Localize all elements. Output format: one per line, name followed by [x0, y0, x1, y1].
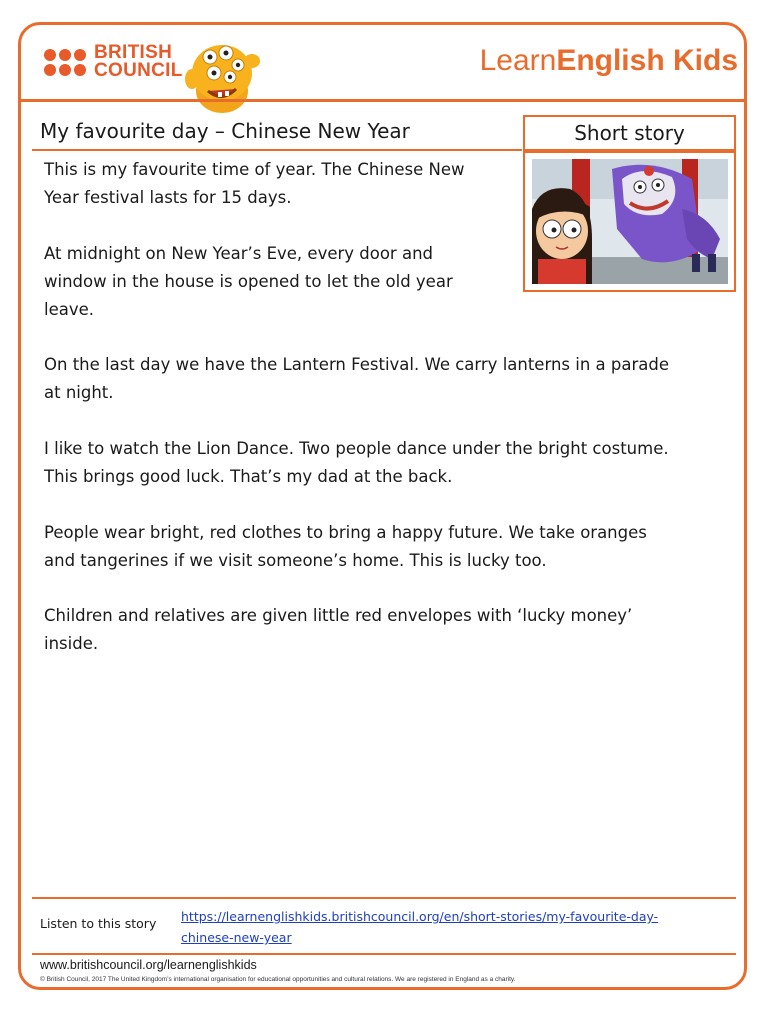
story-line: and tangerines if we visit someone’s home. This is lucky too.	[44, 551, 547, 570]
story-line: Children and relatives are given little red envelopes with ‘lucky money’	[44, 606, 633, 625]
site-url[interactable]: www.britishcouncil.org/learnenglishkids	[40, 958, 257, 972]
footer-divider-top	[32, 897, 736, 899]
link-line[interactable]: https://learnenglishkids.britishcouncil.org/en/short-stories/my-favourite-day-	[181, 909, 659, 924]
story-paragraph-1	[44, 156, 464, 212]
title-underline	[32, 149, 522, 151]
brand-line-2: COUNCIL	[94, 60, 183, 81]
story-line: People wear bright, red clothes to bring a happy future. We take oranges	[44, 523, 647, 542]
story-image-frame	[523, 151, 736, 292]
footer-divider-bottom	[32, 953, 736, 955]
story-line: window in the house is opened to let the old year	[44, 272, 453, 291]
british-council-logo	[44, 44, 183, 80]
girl-and-lion-dance-image	[532, 159, 728, 284]
story-paragraph-3	[44, 351, 669, 407]
story-paragraph-5	[44, 519, 647, 575]
story-line: This is my favourite time of year. The Chinese New	[44, 160, 465, 179]
story-line: Year festival lasts for 15 days.	[44, 188, 292, 207]
logo-english-kids: English Kids	[556, 44, 738, 77]
story-line: at night.	[44, 383, 114, 402]
story-line: On the last day we have the Lantern Festival. We carry lanterns in a parade	[44, 355, 670, 374]
page-title: My favourite day – Chinese New Year	[40, 119, 410, 143]
story-paragraph-2	[44, 240, 453, 324]
story-line: leave.	[44, 300, 95, 319]
story-line: At midnight on New Year’s Eve, every door and	[44, 244, 434, 263]
short-story-label: Short story	[523, 115, 736, 151]
story-paragraph-4	[44, 435, 669, 491]
link-line[interactable]: chinese-new-year	[181, 930, 292, 945]
header-divider	[18, 99, 747, 102]
story-line: I like to watch the Lion Dance. Two people dance under the bright costume.	[44, 439, 669, 458]
logo-learn: Learn	[479, 44, 557, 77]
story-line: This brings good luck. That’s my dad at the back.	[44, 467, 453, 486]
monster-mascot-icon	[178, 35, 262, 115]
learnenglish-kids-logo	[480, 44, 738, 78]
brand-line-1: BRITISH	[94, 42, 173, 63]
story-audio-link[interactable]	[181, 906, 701, 948]
copyright-text: © British Council, 2017 The United Kingdom’s international organisation for educational opportunities and cultural relations. We are registered in England as a charity.	[40, 976, 516, 983]
listen-label: Listen to this story	[40, 916, 157, 931]
story-paragraph-6	[44, 602, 632, 658]
british-council-dots-icon	[44, 49, 86, 76]
story-line: inside.	[44, 634, 99, 653]
